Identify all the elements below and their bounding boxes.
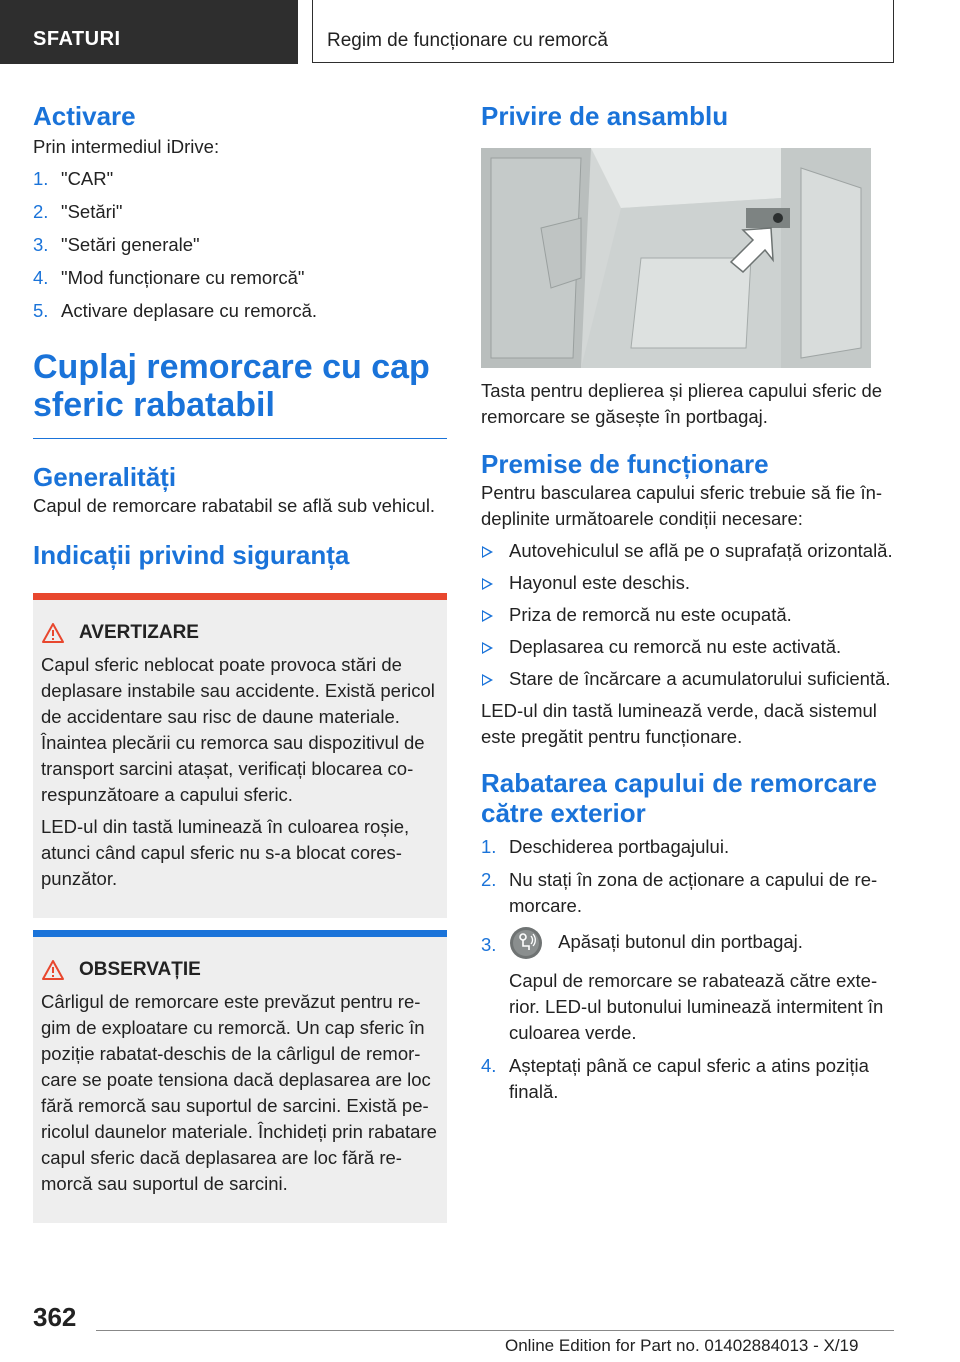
bullet-triangle-icon [482,610,493,622]
fold-out-steps [481,834,897,1105]
list-item [481,538,897,564]
header-chapter-box [312,0,894,63]
step-text: Deschiderea portbagajului. [509,836,730,857]
note-content [33,937,447,1223]
step-number: 1. [481,836,497,857]
step-text: "CAR" [61,168,114,189]
warning-triangle-icon [41,959,65,981]
step-subtext: Capul de remorcare se rabatează către exterior. LED-ul butonului luminează intermitent în culoarea verde. [509,970,884,1043]
list-item [481,666,897,692]
note-bar [33,930,447,937]
note-heading [41,957,439,983]
overview-title: Privire de ansamblu [481,101,729,131]
bullet-triangle-icon [482,546,493,558]
note-paragraph: Cârligul de remorcare este prevăzut pentru regim de exploatare cu remorcă. Un cap sferic în poziție rabatat-deschis de la cârligul de remorcare se poate tensiona dacă deplasarea are loc fără remorcă sau suportul de sarcini. Există pericolul daunelor materiale. Închideți prin rabatare capul sferic dacă deplasarea are loc fără remorcă sau suportul de sarcini. [41,991,437,1194]
step-number: 3. [33,234,49,255]
step-text: "Setări" [61,201,123,222]
list-item [481,834,897,860]
list-item [481,926,897,1046]
main-title: Cuplaj remorcare cu cap sferic rabatabil [33,348,430,424]
right-column [481,100,897,1112]
list-item [33,298,447,324]
bullet-text: Hayonul este deschis. [509,572,690,593]
warning-bar [33,593,447,600]
list-item [481,634,897,660]
step-text: Nu stați în zona de acționare a capului de remorcare. [509,869,878,916]
general-text: Capul de remorcare rabatabil se află sub vehicul. [33,495,436,516]
bullet-text: Deplasarea cu remorcă nu este activată. [509,636,842,657]
step-number: 5. [33,300,49,321]
step-text: Apăsați butonul din portbagaj. [558,930,803,952]
activation-title: Activare [33,101,136,131]
header-section-label: SFATURI [33,28,121,50]
step-number: 2. [481,869,497,890]
note-box [33,930,447,1223]
prereq-title: Premise de funcționare [481,449,769,479]
warning-triangle-icon [41,622,65,644]
prereq-outro: LED-ul din tastă luminează verde, dacă sistemul este pregătit pentru funcționare. [481,700,877,747]
safety-title: Indicații privind siguranța [33,540,350,570]
left-column [33,100,447,1223]
list-item [481,867,897,919]
footer-edition: Online Edition for Part no. 01402884013 - X/19 [505,1336,859,1355]
warning-paragraph: LED-ul din tastă luminează în culoarea roșie, atunci când capul sferic nu s-a blocat corespunzător. [41,816,410,889]
step-number: 4. [481,1055,497,1076]
general-title: Generalități [33,462,177,492]
list-item [33,232,447,258]
step-number: 3. [481,934,497,955]
trailer-hitch-button-icon [509,926,543,960]
step-number: 2. [33,201,49,222]
bullet-text: Priza de remorcă nu este ocupată. [509,604,792,625]
header-chapter-label: Regim de funcționare cu remorcă [327,30,608,51]
step-text: Așteptați până ce capul sferic a atins poziția finală. [509,1055,869,1102]
bullet-triangle-icon [482,578,493,590]
note-label: OBSERVAȚIE [79,959,201,980]
bullet-triangle-icon [482,674,493,686]
trunk-button-illustration [481,148,871,368]
bullet-triangle-icon [482,642,493,654]
step-number: 4. [33,267,49,288]
warning-label: AVERTIZARE [79,622,199,643]
prereq-list [481,538,897,692]
title-divider [33,438,447,439]
list-item [481,570,897,596]
list-item [33,265,447,291]
list-item [33,166,447,192]
overview-caption: Tasta pentru deplierea și plierea capului sferic de remorcare se găsește în portbagaj. [481,380,883,427]
step-text: Activare deplasare cu remorcă. [61,300,318,321]
prereq-intro: Pentru bascularea capului sferic trebuie să fie îndeplinite următoarele condiții necesare: [481,482,883,529]
list-item [481,602,897,628]
warning-paragraph: Capul sferic neblocat poate provoca stări de deplasare instabile sau accidente. Există pericol de accidentare sau risc de daune materiale. Înaintea plecării cu remorca sau dispozitivul de transport sarcini atașat, verificați blocarea corespunzătoare a capului sferic. [41,654,435,805]
warning-heading [41,620,439,646]
list-item [33,199,447,225]
warning-content [33,600,447,918]
step-text: "Mod funcționare cu remorcă" [61,267,305,288]
list-item [481,1053,897,1105]
bullet-text: Stare de încărcare a acumulatorului suficientă. [509,668,891,689]
page-number: 362 [33,1302,77,1332]
fold-out-title: Rabatarea capului de remorcare către exterior [481,768,877,828]
footer-divider [96,1330,894,1331]
step-text: "Setări generale" [61,234,200,255]
bullet-text: Autovehiculul se află pe o suprafață orizontală. [509,540,893,561]
activation-intro: Prin intermediul iDrive: [33,136,220,157]
step-number: 1. [33,168,49,189]
warning-box [33,593,447,918]
header-section-tab [0,0,298,64]
activation-steps [33,166,447,324]
